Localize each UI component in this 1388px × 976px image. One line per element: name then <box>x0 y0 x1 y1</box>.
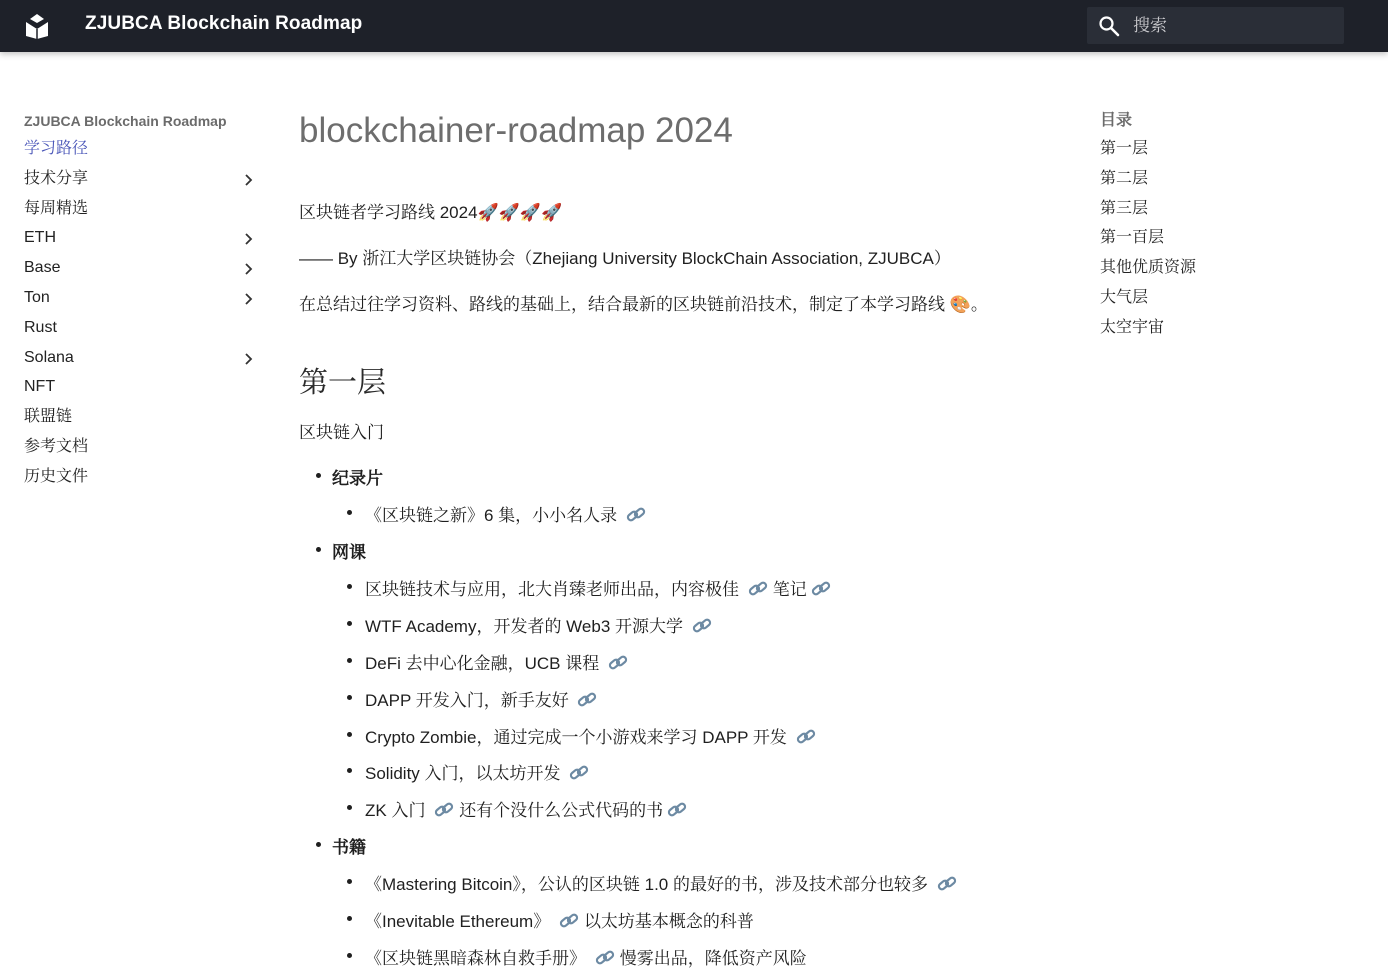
intro-paragraph-3: 在总结过往学习资料、路线的基础上，结合最新的区块链前沿技术，制定了本学习路线 🎨。 <box>299 295 988 314</box>
list-bullet <box>347 695 352 700</box>
list-item-text: Solidity 入门，以太坊开发 <box>365 764 561 783</box>
list-bullet <box>347 584 352 589</box>
sidebar-item[interactable] <box>24 344 259 374</box>
list-item-tail: 慢雾出品，降低资产风险 <box>619 949 807 968</box>
sidebar-item[interactable] <box>24 224 259 254</box>
sidebar-item[interactable] <box>24 195 259 225</box>
toc-item[interactable]: 第一层 <box>1100 140 1149 157</box>
list-item <box>365 575 831 600</box>
toc-item[interactable]: 第一百层 <box>1100 229 1165 247</box>
chevron-right-icon[interactable] <box>243 263 253 275</box>
list-bullet <box>316 842 321 847</box>
link-icon[interactable] <box>434 801 454 819</box>
toc-item[interactable]: 第三层 <box>1100 199 1149 217</box>
sidebar-item[interactable] <box>24 165 259 195</box>
link-icon[interactable] <box>626 506 646 524</box>
chevron-right-icon[interactable] <box>243 174 253 186</box>
main-content <box>299 100 1059 968</box>
chevron-right-icon[interactable] <box>243 233 253 245</box>
list-item <box>365 796 687 821</box>
list-item <box>365 649 628 674</box>
list-group-label: 网课 <box>332 543 366 562</box>
sidebar-item[interactable] <box>24 373 259 403</box>
list-item-text: DeFi 去中心化金融，UCB 课程 <box>365 654 600 673</box>
search-input[interactable] <box>1133 7 1333 44</box>
top-header <box>0 0 1388 52</box>
sidebar-item-label: 学习路径 <box>24 140 89 157</box>
list-bullet <box>347 510 352 515</box>
sidebar-item-label: Base <box>24 259 61 277</box>
list-bullet <box>347 805 352 810</box>
link-icon[interactable] <box>748 580 768 598</box>
sidebar-item[interactable] <box>24 284 259 314</box>
sidebar-item[interactable] <box>24 135 259 165</box>
list-bullet <box>347 621 352 626</box>
link-icon[interactable] <box>796 728 816 746</box>
sidebar-item[interactable] <box>24 254 259 284</box>
sidebar-item-label: Ton <box>24 288 50 306</box>
list-item <box>365 944 807 969</box>
toc-item[interactable]: 其他优质资源 <box>1100 259 1197 277</box>
section-heading-layer-1: 第一层 <box>299 367 387 399</box>
sidebar-item-label: 参考文档 <box>24 437 89 455</box>
sidebar-item-label: Solana <box>24 348 74 366</box>
sidebar-item[interactable] <box>24 433 259 463</box>
sidebar-item-label: ETH <box>24 229 56 247</box>
link-icon[interactable] <box>595 949 615 967</box>
list-item <box>365 612 712 637</box>
toc-item[interactable]: 大气层 <box>1100 288 1149 306</box>
list-item-text: ZK 入门 <box>365 801 426 820</box>
list-bullet <box>347 768 352 773</box>
list-item-text: 《Mastering Bitcoin》，公认的区块链 1.0 的最好的书，涉及技术部分也较多 <box>365 875 928 894</box>
table-of-contents <box>1100 111 1320 344</box>
chevron-right-icon[interactable] <box>243 353 253 365</box>
sidebar-title[interactable]: ZJUBCA Blockchain Roadmap <box>24 113 227 129</box>
link-icon[interactable] <box>667 801 687 819</box>
sidebar-item-label: 历史文件 <box>24 467 89 485</box>
list-item-text: WTF Academy，开发者的 Web3 开源大学 <box>365 617 684 636</box>
sidebar-item[interactable] <box>24 403 259 433</box>
sidebar-item[interactable] <box>24 463 259 493</box>
list-item <box>365 501 646 526</box>
sidebar-nav <box>24 111 259 493</box>
link-icon[interactable] <box>937 875 957 893</box>
book-open-icon[interactable] <box>24 12 50 40</box>
list-bullet <box>316 547 321 552</box>
magnifier-icon <box>1097 14 1121 38</box>
list-bullet <box>347 732 352 737</box>
list-item-tail: 以太坊基本概念的科普 <box>583 912 754 931</box>
link-icon[interactable] <box>692 617 712 635</box>
link-icon[interactable] <box>811 580 831 598</box>
sidebar-item-label: 联盟链 <box>24 408 73 426</box>
sidebar-item-label: 技术分享 <box>24 169 89 187</box>
site-title[interactable]: ZJUBCA Blockchain Roadmap <box>85 13 363 34</box>
list-bullet <box>347 916 352 921</box>
list-item-text: 《Inevitable Ethereum》 <box>365 912 551 931</box>
list-item-text: 区块链技术与应用，北大肖臻老师出品，内容极佳 <box>365 580 739 599</box>
link-icon[interactable] <box>569 764 589 782</box>
list-item <box>365 907 754 932</box>
page-title: blockchainer-roadmap 2024 <box>299 111 733 150</box>
list-item <box>365 759 589 784</box>
chevron-right-icon[interactable] <box>243 293 253 305</box>
list-item-text: Crypto Zombie，通过完成一个小游戏来学习 DAPP 开发 <box>365 728 787 747</box>
list-item <box>365 686 597 711</box>
sidebar-list <box>24 135 259 493</box>
sidebar-item-label: NFT <box>24 378 56 396</box>
section-subtitle: 区块链入门 <box>299 423 384 442</box>
list-group-label: 纪录片 <box>332 469 383 488</box>
sidebar-item[interactable] <box>24 314 259 344</box>
search-box[interactable] <box>1087 7 1344 44</box>
list-item <box>365 870 957 895</box>
sidebar-item-label: 每周精选 <box>24 199 89 217</box>
toc-title: 目录 <box>1100 112 1133 129</box>
link-icon[interactable] <box>559 912 579 930</box>
list-bullet <box>316 473 321 478</box>
intro-paragraph-2: —— By 浙江大学区块链协会（Zhejiang University BlockChain Association, ZJUBCA） <box>299 249 951 268</box>
toc-item[interactable]: 第二层 <box>1100 169 1149 187</box>
link-icon[interactable] <box>608 654 628 672</box>
list-bullet <box>347 658 352 663</box>
list-item-tail: 笔记 <box>772 580 807 599</box>
list-item-text: DAPP 开发入门，新手友好 <box>365 691 569 710</box>
list-item-text: 《区块链黑暗森林自救手册》 <box>365 949 586 968</box>
list-item-tail: 还有个没什么公式代码的书 <box>459 801 664 820</box>
list-bullet <box>347 953 352 958</box>
intro-paragraph-1: 区块链者学习路线 2024🚀🚀🚀🚀 <box>299 203 563 222</box>
list-item-text: 《区块链之新》6 集，小小名人录 <box>365 506 618 525</box>
sidebar-item-label: Rust <box>24 318 57 336</box>
list-item <box>365 723 816 748</box>
toc-list <box>1100 135 1320 344</box>
list-group-label: 书籍 <box>332 838 366 857</box>
toc-item[interactable]: 太空宇宙 <box>1100 318 1165 336</box>
list-bullet <box>347 879 352 884</box>
link-icon[interactable] <box>577 691 597 709</box>
